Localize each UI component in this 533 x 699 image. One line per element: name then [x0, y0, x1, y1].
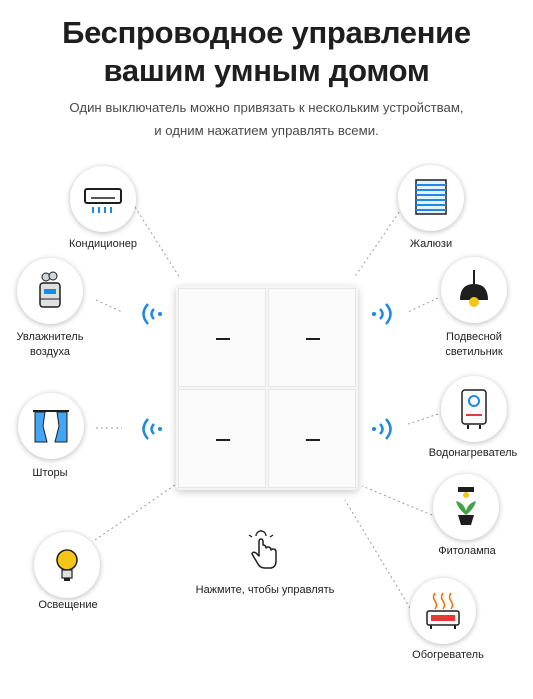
phytolamp-label: Фитолампа: [438, 545, 496, 557]
subtitle-line-2: и одним нажатием управлять всеми.: [154, 123, 379, 138]
wireless-signal-icon-right-bottom: [370, 415, 398, 443]
pendant-label-line-2: светильник: [445, 346, 503, 358]
switch-button-bottom-left[interactable]: [178, 389, 266, 488]
phytolamp-circle: [433, 474, 499, 540]
air-conditioner-icon: [81, 177, 125, 221]
curtains-label: Шторы: [32, 467, 68, 479]
humidifier-label-line-1: Увлажнитель: [16, 331, 84, 343]
humidifier-icon: [28, 269, 72, 313]
light-bulb-icon: [45, 543, 89, 587]
humidifier-label-line-2: воздуха: [30, 346, 70, 358]
pendant-light-circle: [441, 257, 507, 323]
lighting-label: Освещение: [38, 599, 98, 611]
switch-button-top-right[interactable]: [268, 288, 356, 387]
press-hint-label: Нажмите, чтобы управлять: [195, 584, 335, 596]
blinds-label: Жалюзи: [409, 238, 453, 250]
wireless-signal-icon-left-bottom: [136, 415, 164, 443]
switch-panel: [176, 286, 358, 490]
switch-button-top-left[interactable]: [178, 288, 266, 387]
humidifier-circle: [17, 258, 83, 324]
humidifier-label: [5, 330, 95, 360]
button-indicator: [306, 439, 320, 441]
heater-circle: [410, 578, 476, 644]
heater-label: Обогреватель: [412, 649, 484, 661]
wireless-signal-icon-left-top: [136, 300, 164, 328]
pendant-label-line-1: Подвесной: [446, 331, 502, 343]
button-indicator: [216, 439, 230, 441]
water-heater-circle: [441, 376, 507, 442]
water-heater-label: Водонагреватель: [428, 447, 518, 459]
subtitle-line-1: Один выключатель можно привязать к нескольким устройствам,: [69, 100, 464, 115]
hand-tap-icon: [246, 530, 282, 570]
pendant-lamp-icon: [452, 268, 496, 312]
blinds-circle: [398, 165, 464, 231]
water-heater-icon: [452, 387, 496, 431]
plant-lamp-icon: [444, 485, 488, 529]
curtains-icon: [29, 404, 73, 448]
wireless-signal-icon-right-top: [370, 300, 398, 328]
switch-button-bottom-right[interactable]: [268, 389, 356, 488]
air-conditioner-label: Кондиционер: [68, 238, 138, 250]
title-line-1: Беспроводное управление: [62, 15, 471, 50]
pendant-light-label: [428, 330, 520, 360]
button-indicator: [306, 338, 320, 340]
button-indicator: [216, 338, 230, 340]
blinds-icon: [409, 176, 453, 220]
title-line-2: вашим умным домом: [103, 53, 430, 88]
air-conditioner-circle: [70, 166, 136, 232]
lighting-circle: [34, 532, 100, 598]
heater-icon: [421, 589, 465, 633]
curtains-circle: [18, 393, 84, 459]
